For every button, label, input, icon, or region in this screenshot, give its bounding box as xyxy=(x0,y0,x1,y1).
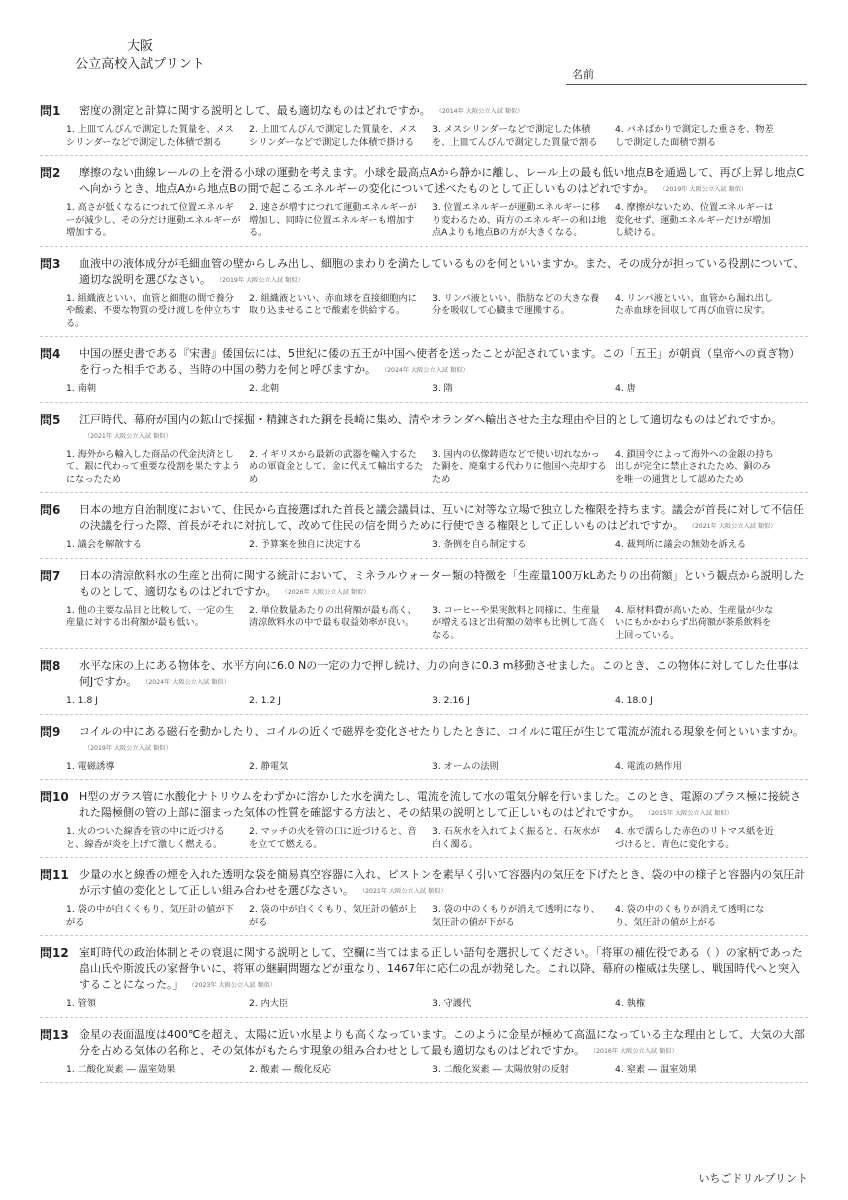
answer-choices xyxy=(66,293,808,331)
question-number: 問2 xyxy=(40,166,61,180)
question-body: 室町時代の政治体制とその衰退に関する説明として、空欄に当てはまる正しい語句を選択してください。「将軍の補佐役である（ ）の家柄であった畠山氏や斯波氏の家督争いに、将軍の継嗣問題などが重なり、1467年に応仁の乱が勃発した。これ以降、幕府の権威は失墜し、戦国時代へと突入することになった。」 xyxy=(79,946,803,991)
question-item xyxy=(40,256,808,338)
answer-choice-3[interactable]: 3. 石灰水を入れてよく振ると、石灰水が白く濁る。 xyxy=(432,826,600,850)
answer-choice-1[interactable]: 1. 電磁誘導 xyxy=(66,760,115,772)
title-block xyxy=(60,38,220,74)
question-text xyxy=(79,568,808,601)
question-item xyxy=(40,945,808,1018)
question-body: 摩擦のない曲線レールの上を滑る小球の運動を考えます。小球を最高点Aから静かに離し、レール上の最も低い地点Bを通過して、再び上昇し地点Cへ向かうとき、地点Aから地点Bの間で起こるエネルギーの変化について述べたものとして正しいものはどれですか。 xyxy=(79,166,805,195)
answer-choice-3[interactable]: 3. 2.16 J xyxy=(432,695,470,706)
answer-choice-4[interactable]: 4. 裁判所に議会の無効を訴える xyxy=(615,539,747,550)
question-item xyxy=(40,165,808,247)
answer-choice-3[interactable]: 3. リンパ液といい、脂肪などの大きな養分を吸収して心臓まで運搬する。 xyxy=(432,292,600,316)
answer-choices xyxy=(66,449,808,487)
question-number: 問3 xyxy=(40,256,61,271)
answer-choices xyxy=(66,539,808,552)
answer-choices xyxy=(66,1064,808,1077)
question-source: （2021年 大阪公立入試 類似） xyxy=(691,523,777,530)
question-source: （2014年 大阪公立入試 類似） xyxy=(438,108,524,115)
question-item xyxy=(40,502,808,559)
question-number: 問8 xyxy=(40,659,61,673)
answer-choice-1[interactable]: 1. 組織液といい、血管と細胞の間で養分や酸素、不要な物質の受け渡しを仲立ちする。 xyxy=(66,292,241,329)
question-text xyxy=(79,945,808,994)
question-text xyxy=(79,867,808,900)
answer-choice-1[interactable]: 1. 高さが低くなるにつれて位置エネルギーが減少し、その分だけ運動エネルギーが増加する。 xyxy=(66,202,241,238)
answer-choices xyxy=(66,761,808,774)
answer-choice-3[interactable]: 3. 守護代 xyxy=(432,998,472,1009)
question-body: 水平な床の上にある物体を、水平方向に6.0 Nの一定の力で押し続け、力の向きに0.3 m移動させました。このとき、この物体に対してした仕事は何Jですか。 xyxy=(79,659,800,688)
question-item xyxy=(40,412,808,494)
question-text xyxy=(79,412,808,445)
question-list xyxy=(40,103,808,1092)
question-body: コイルの中にある磁石を動かしたり、コイルの近くで磁界を変化させたりしたときに、コイルに電圧が生じて電流が流れる現象を何といいますか。 xyxy=(79,724,805,738)
answer-choice-3[interactable]: 3. コーヒーや果実飲料と同様に、生産量が増えるほど出荷額の効率も比例して高くなる。 xyxy=(432,604,607,641)
answer-choice-3[interactable]: 3. 袋の中のくもりが消えて透明になり、気圧計の値が下がる xyxy=(432,904,600,928)
answer-choice-4[interactable]: 4. 袋の中のくもりが消えて透明になり、気圧計の値が上がる xyxy=(615,904,765,928)
prefecture-title: 大阪 xyxy=(126,39,153,54)
question-source: （2023年 大阪公立入試 類似） xyxy=(191,982,277,989)
answer-choice-1[interactable]: 1. 他の主要な品目と比較して、一定の生産量に対する出荷額が最も低い。 xyxy=(66,604,234,628)
question-body: 日本の清涼飲料水の生産と出荷に関する統計において、ミネラルウォーター類の特徴を「生産量100万kLあたりの出荷額」という観点から説明したものとして、適切なものはどれですか。 xyxy=(79,568,805,598)
question-number: 問4 xyxy=(40,347,61,361)
question-source: （2024年 大阪公立入試 類似） xyxy=(145,679,230,686)
question-text xyxy=(79,724,808,757)
answer-choice-4[interactable]: 4. 電流の熱作用 xyxy=(615,760,682,772)
question-item xyxy=(40,103,808,156)
question-body: 江戸時代、幕府が国内の鉱山で採掘・精錬された銅を長崎に集め、清やオランダへ輸出させた主な理由や目的として適切なものはどれですか。 xyxy=(79,412,783,426)
answer-choice-1[interactable]: 1. 二酸化炭素 ― 温室効果 xyxy=(66,1063,176,1075)
question-body: 血液中の液体成分が毛細血管の壁からしみ出し、細胞のまわりを満たしているものを何といいますか。また、その成分が担っている役割について、適切な説明を選びなさい。 xyxy=(79,256,805,286)
answer-choice-3[interactable]: 3. 隋 xyxy=(432,383,453,394)
question-number: 問9 xyxy=(40,724,61,739)
question-body: 日本の地方自治制度において、住民から直接選ばれた首長と議会議員は、互いに対等な立場で独立した権限を持ちます。議会が首長に対して不信任の決議を行った際、首長がそれに対抗して、改めて住民の信を問うために行使できる権限として正しいものはどれですか。 xyxy=(79,503,804,532)
answer-choice-4[interactable]: 4. 鎖国令によって海外への金銀の持ち出しが完全に禁止されたため、銅のみを唯一の通貨として認めたため xyxy=(615,448,774,485)
question-number: 問12 xyxy=(40,946,69,960)
name-field[interactable] xyxy=(566,64,807,85)
question-item xyxy=(40,658,808,715)
answer-choice-1[interactable]: 1. 火のついた線香を管の中に近づけると、線香が炎を上げて激しく燃える。 xyxy=(66,826,225,850)
answer-choice-1[interactable]: 1. 海外から輸入した商品の代金決済として、銀に代わって重要な役割を果たすようになったため xyxy=(66,448,241,485)
answer-choice-3[interactable]: 3. 二酸化炭素 ― 太陽放射の反射 xyxy=(432,1063,569,1075)
question-item xyxy=(40,724,808,781)
question-number: 問5 xyxy=(40,412,61,427)
answer-choice-4[interactable]: 4. 18.0 J xyxy=(615,695,653,706)
answer-choice-2[interactable]: 2. イギリスから最新の武器を輸入するための軍資金として、金に代えて輸出するため xyxy=(249,448,424,485)
question-source: （2015年 大阪公立入試 類似） xyxy=(648,810,733,817)
answer-choice-2[interactable]: 2. 1.2 J xyxy=(249,695,281,706)
answer-choice-2[interactable]: 2. 静電気 xyxy=(249,760,289,772)
answer-choice-1[interactable]: 1. 1.8 J xyxy=(66,695,98,706)
answer-choice-1[interactable]: 1. 管領 xyxy=(66,998,97,1009)
answer-choice-4[interactable]: 4. バネばかりで測定した重さを、物差しで測定した面積で割る xyxy=(615,124,774,148)
question-body: 金星の表面温度は400℃を超え、太陽に近い水星よりも高くなっています。このように金星が極めて高温になっている主な理由として、大気の大部分を占める気体の名称と、その気体がもたらす現象の組み合わせとして最も適切なものはどれですか。 xyxy=(79,1027,805,1057)
question-text xyxy=(79,789,808,822)
question-text xyxy=(79,256,808,289)
worksheet-title: 公立高校入試プリント xyxy=(75,57,205,72)
question-text xyxy=(79,103,808,120)
question-number: 問13 xyxy=(40,1027,69,1042)
answer-choice-4[interactable]: 4. リンパ液といい、血管から漏れ出した赤血球を回収して再び血管に戻す。 xyxy=(615,292,774,316)
answer-choice-2[interactable]: 2. 内大臣 xyxy=(249,998,289,1009)
question-body: 少量の水と線香の煙を入れた透明な袋を簡易真空容器に入れ、ピストンを素早く引いて容器内の気圧を下げたとき、袋の中の様子と容器内の気圧計が示す値の変化として正しい組み合わせを選びなさい。 xyxy=(79,868,806,897)
answer-choice-3[interactable]: 3. メスシリンダーなどで測定した体積を、上皿てんびんで測定した質量で割る xyxy=(432,124,598,148)
answer-choice-2[interactable]: 2. 酸素 ― 酸化反応 xyxy=(249,1063,331,1075)
answer-choice-1[interactable]: 1. 上皿てんびんで測定した質量を、メスシリンダーなどで測定した体積で割る xyxy=(66,124,234,148)
question-item xyxy=(40,867,808,936)
question-number: 問6 xyxy=(40,503,61,517)
answer-choice-4[interactable]: 4. 原材料費が高いため、生産量が少ないにもかかわらず出荷額が茶系飲料を上回っている。 xyxy=(615,604,774,641)
answer-choice-2[interactable]: 2. 組織液といい、赤血球を直接細胞内に取り込ませることで酸素を供給する。 xyxy=(249,292,417,316)
answer-choice-3[interactable]: 3. 国内の仏像鋳造などで使い切れなかった銅を、廃棄する代わりに他国へ売却するため xyxy=(432,448,607,485)
name-label: 名前 xyxy=(572,68,594,81)
question-source: （2021年 大阪公立入試 類似） xyxy=(87,432,172,440)
question-item xyxy=(40,789,808,858)
question-item xyxy=(40,1027,808,1084)
answer-choice-2[interactable]: 2. 袋の中が白くくもり、気圧計の値が上がる xyxy=(249,904,417,928)
question-source: （2016年 大阪公立入試 類似） xyxy=(593,1047,678,1055)
question-number: 問10 xyxy=(40,790,69,804)
answer-choice-2[interactable]: 2. 予算案を独自に決定する xyxy=(249,539,362,550)
page-header xyxy=(0,0,848,100)
answer-choice-4[interactable]: 4. 水で濡らした赤色のリトマス紙を近づけると、青色に変化する。 xyxy=(615,826,774,850)
question-source: （2024年 大阪公立入試 類似） xyxy=(384,367,469,374)
question-text xyxy=(79,165,808,198)
answer-choices xyxy=(66,605,808,643)
question-source: （2019年 大阪公立入試 類似） xyxy=(219,276,304,284)
answer-choice-1[interactable]: 1. 南朝 xyxy=(66,383,97,394)
answer-choice-4[interactable]: 4. 唐 xyxy=(615,383,636,394)
answer-choices xyxy=(66,998,808,1011)
question-text xyxy=(79,346,808,379)
answer-choice-2[interactable]: 2. マッチの火を管の口に近づけると、音を立てて燃える。 xyxy=(249,826,417,850)
question-text xyxy=(79,658,808,691)
answer-choice-2[interactable]: 2. 単位数量あたりの出荷額が最も高く、清涼飲料水の中で最も収益効率が良い。 xyxy=(249,604,417,628)
answer-choice-3[interactable]: 3. 条例を自ら制定する xyxy=(432,539,527,550)
answer-choice-2[interactable]: 2. 上皿てんびんで測定した質量を、メスシリンダーなどで測定した体積で掛ける xyxy=(249,124,417,148)
answer-choice-4[interactable]: 4. 窒素 ― 温室効果 xyxy=(615,1063,697,1075)
question-number: 問1 xyxy=(40,104,61,118)
question-source: （2021年 大阪公立入試 類似） xyxy=(362,888,447,895)
answer-choice-2[interactable]: 2. 北朝 xyxy=(249,383,280,394)
answer-choice-3[interactable]: 3. 位置エネルギーが運動エネルギーに移り変わるため、両方のエネルギーの和は地点Aよりも地点Bの方が大きくなる。 xyxy=(432,202,607,238)
question-text xyxy=(79,1027,808,1060)
answer-choices xyxy=(66,202,808,240)
question-item xyxy=(40,568,808,650)
answer-choices xyxy=(66,695,808,708)
question-body: 密度の測定と計算に関する説明として、最も適切なものはどれですか。 xyxy=(79,104,431,117)
question-body: 中国の歴史書である『宋書』倭国伝には、5世紀に倭の五王が中国へ使者を送ったことが記されています。この「五王」が朝貢（皇帝への貢ぎ物）を行った相手である、当時の中国の勢力を何と呼びますか。 xyxy=(79,347,801,376)
question-source: （2019年 大阪公立入試 類似） xyxy=(662,186,748,193)
question-source: （2019年 大阪公立入試 類似） xyxy=(87,744,172,752)
answer-choice-4[interactable]: 4. 摩擦がないため、位置エネルギーは変化せず、運動エネルギーだけが増加し続ける。 xyxy=(615,202,774,238)
answer-choices xyxy=(66,826,808,851)
answer-choice-3[interactable]: 3. オームの法則 xyxy=(432,760,499,772)
answer-choices xyxy=(66,124,808,149)
question-number: 問7 xyxy=(40,568,61,583)
question-body: H型のガラス管に水酸化ナトリウムをわずかに溶かした水を満たし、電流を流して水の電気分解を行いました。このとき、電源のプラス極に接続された陽極側の管の上部に溜まった気体の性質を確認する方法と、その結果の説明として正しいものはどれですか。 xyxy=(79,790,802,819)
question-item xyxy=(40,346,808,403)
footer-brand: いちごドリルプリント xyxy=(698,1172,808,1185)
question-source: （2026年 大阪公立入試 類似） xyxy=(284,588,370,596)
question-number: 問11 xyxy=(40,868,69,882)
answer-choice-1[interactable]: 1. 議会を解散する xyxy=(66,539,142,550)
answer-choice-4[interactable]: 4. 執権 xyxy=(615,998,646,1009)
answer-choices xyxy=(66,904,808,929)
answer-choice-2[interactable]: 2. 速さが増すにつれて運動エネルギーが増加し、同時に位置エネルギーも増加する。 xyxy=(249,202,417,238)
question-text xyxy=(79,502,808,535)
answer-choice-1[interactable]: 1. 袋の中が白くくもり、気圧計の値が下がる xyxy=(66,904,234,928)
answer-choices xyxy=(66,383,808,396)
